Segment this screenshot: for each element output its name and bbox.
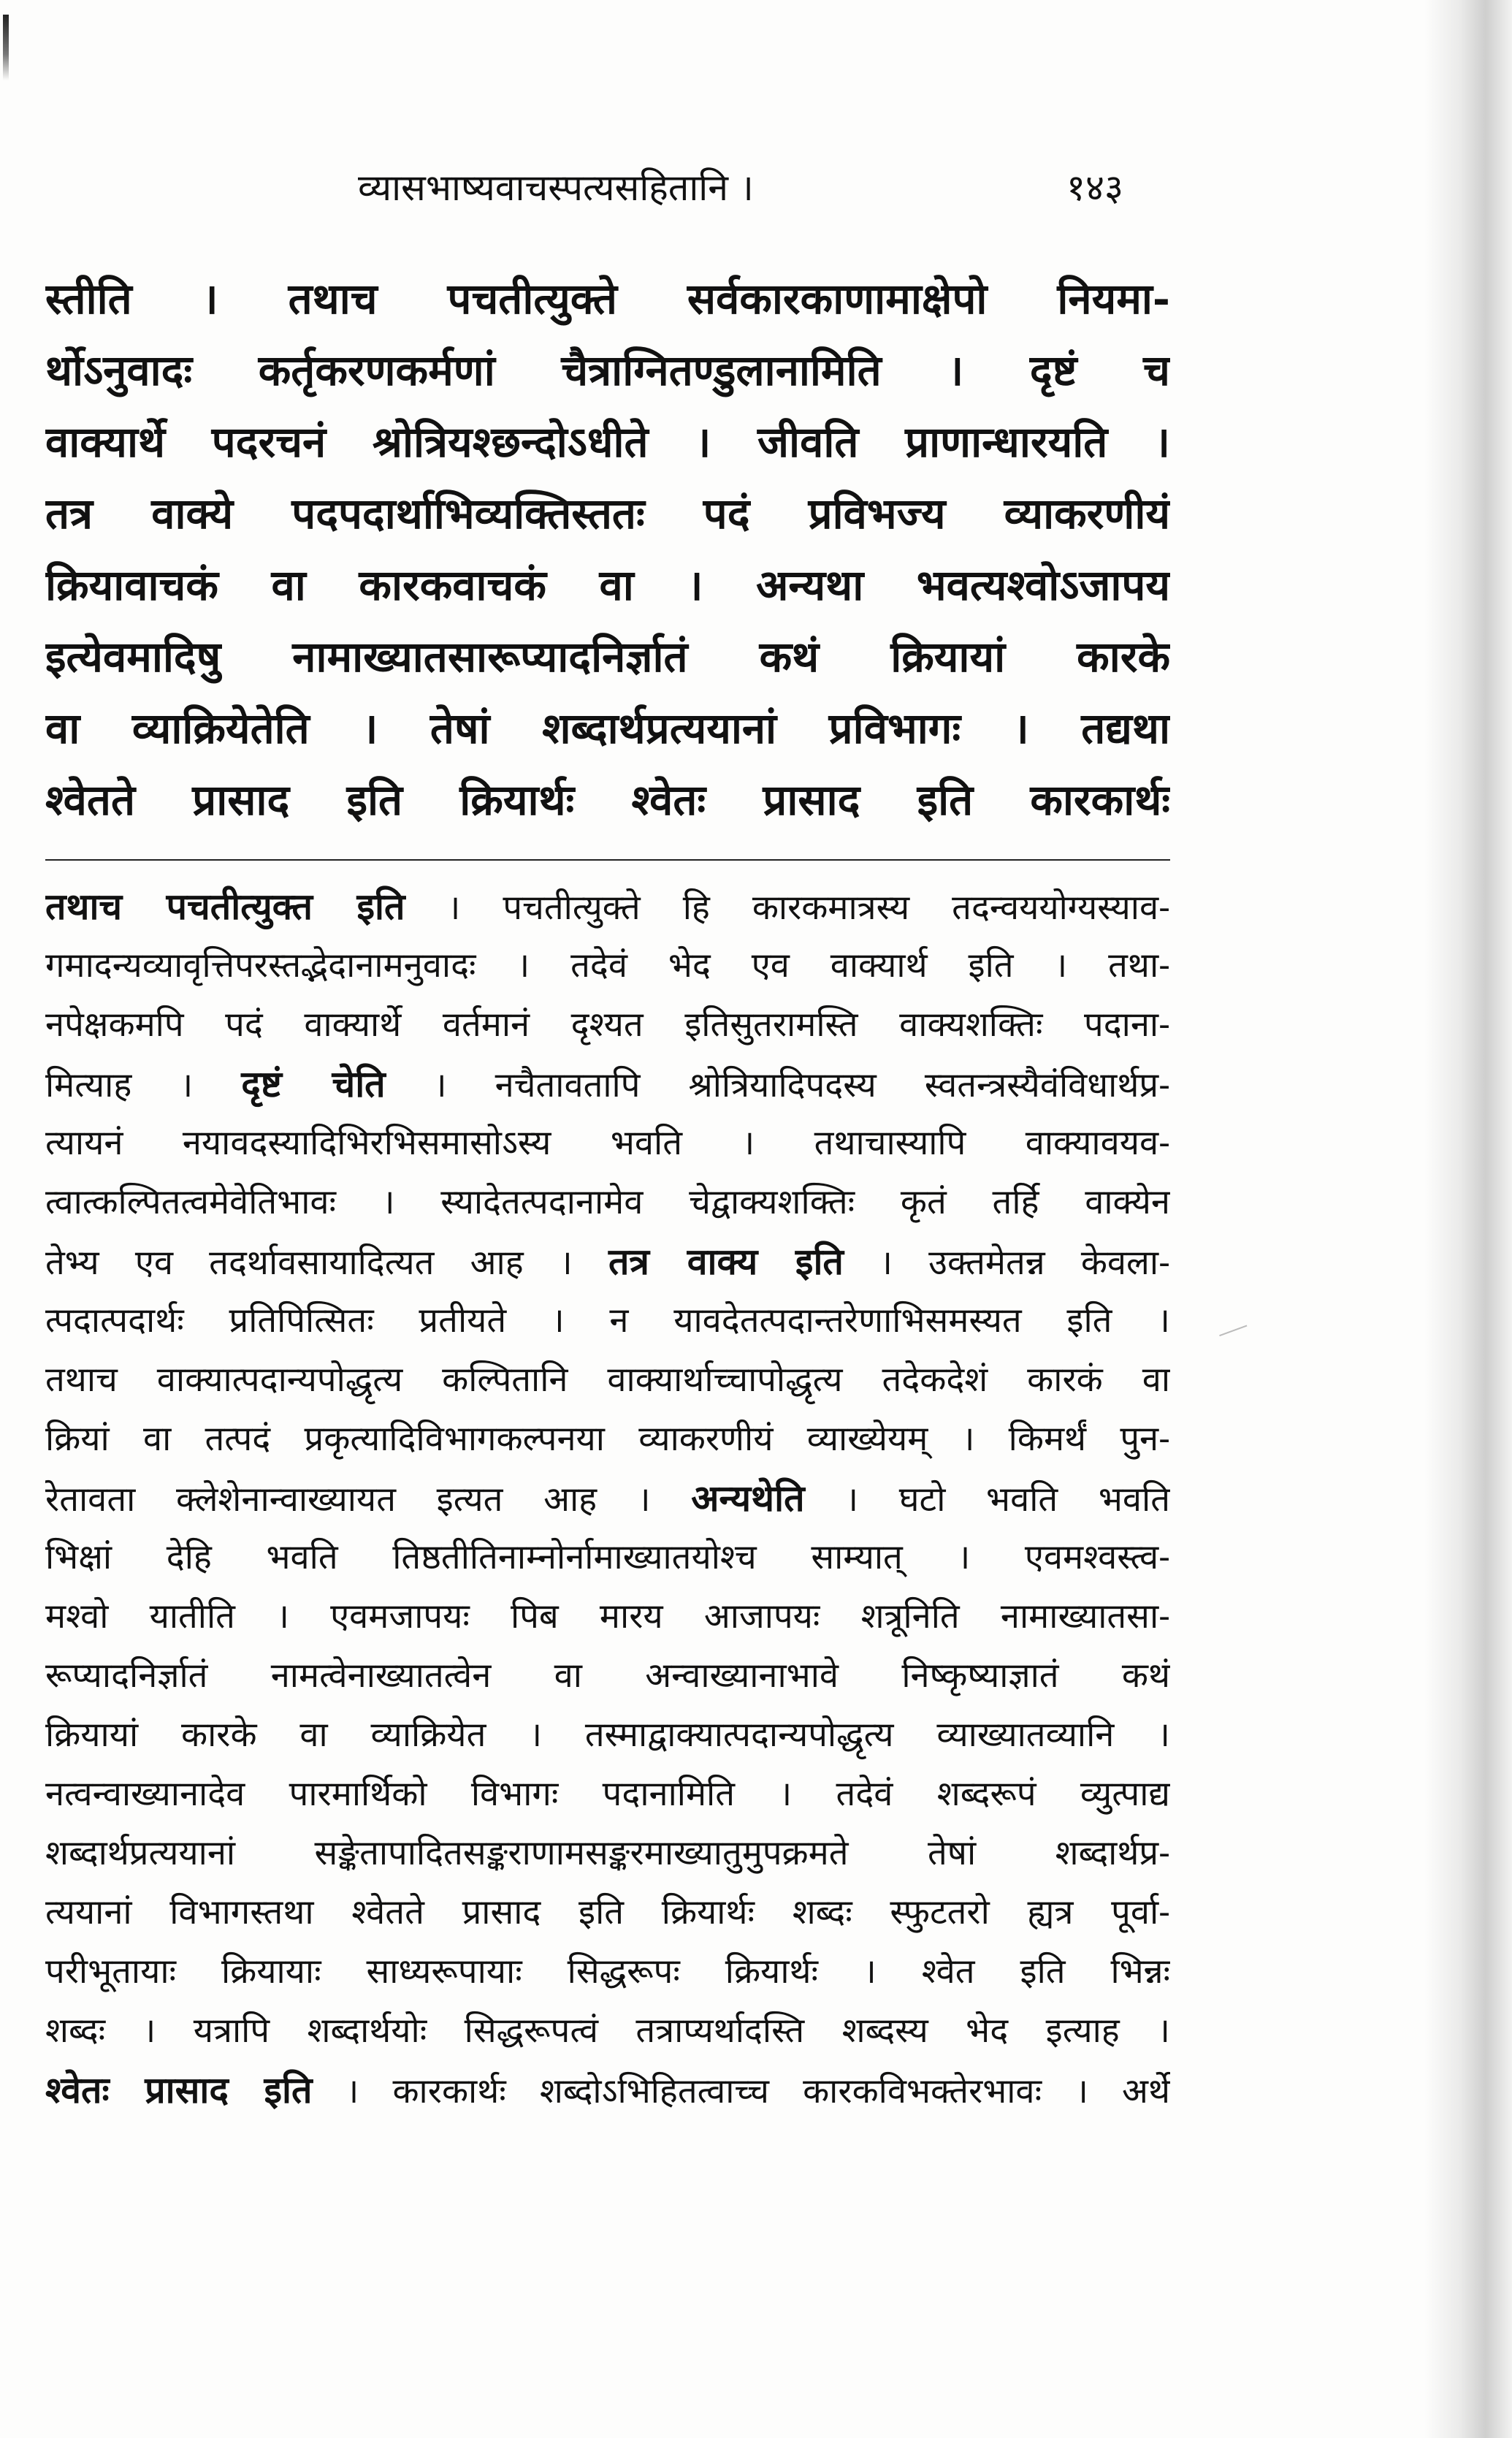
main-text-line: वा व्याक्रियेतेति । तेषां शब्दार्थप्रत्ययानां प्रविभागः । तद्यथा (45, 704, 1170, 753)
commentary-pratika: तथाच पचतीत्युक्त इति (45, 885, 405, 928)
commentary-line (45, 1468, 1170, 1528)
commentary-line (45, 1054, 1170, 1113)
main-text-line: तत्र वाक्ये पदपदार्थाभिव्यक्तिस्ततः पदं प्रविभज्य व्याकरणीयं (45, 489, 1170, 538)
commentary-text: क्रियायां कारके वा व्याक्रियेत । तस्माद्वाक्यात्पदान्यपोद्धृत्य व्याख्यातव्यानि । (45, 1715, 1170, 1755)
commentary-text: क्रियां वा तत्पदं प्रकृत्यादिविभागकल्पनया व्याकरणीयं व्याख्येयम् । किमर्थं पुन- (45, 1419, 1170, 1459)
commentary-text: रूप्यादनिर्ज्ञातं नामत्वेनाख्यातत्वेन वा अन्वाख्यानाभावे निष्कृष्याज्ञातं कथं (45, 1656, 1170, 1696)
commentary-line (45, 1409, 1170, 1468)
scan-edge-shadow (1424, 0, 1512, 2438)
commentary-text: परीभूतायाः क्रियायाः साध्यरूपायाः सिद्धरूपः क्रियार्थः । श्वेत इति भिन्नः (45, 1951, 1170, 1992)
commentary-text: रेतावता क्लेशेनान्वाख्यायत इत्यत आह । (45, 1479, 692, 1520)
commentary-block (45, 877, 1170, 2119)
commentary-line (45, 2001, 1170, 2060)
commentary-text: त्पदात्पदार्थः प्रतिपित्सितः प्रतीयते । न यावदेतत्पदान्तरेणाभिसमस्यत इति । (45, 1300, 1170, 1341)
commentary-text: शब्दः । यत्रापि शब्दार्थयोः सिद्धरूपत्वं तत्राप्यर्थादस्ति शब्दस्य भेद इत्याह । (45, 2011, 1170, 2051)
main-text-line: स्तीति । तथाच पचतीत्युक्ते सर्वकारकाणामाक्षेपो नियमा- (45, 274, 1170, 324)
commentary-text: नपेक्षकमपि पदं वाक्यार्थे वर्तमानं दृश्यत इतिसुतरामस्ति वाक्यशक्तिः पदाना- (45, 1005, 1170, 1045)
commentary-line (45, 1942, 1170, 2001)
commentary-pratika: अन्यथेति (691, 1477, 805, 1520)
commentary-text: त्ययानां विभागस्तथा श्वेतते प्रासाद इति क्रियार्थः शब्दः स्फुटतरो ह्यत्र पूर्वा- (45, 1892, 1170, 1932)
commentary-text: । उक्तमेतन्न केवला- (843, 1243, 1170, 1283)
scan-edge-mark (3, 15, 9, 80)
commentary-line (45, 1764, 1170, 1824)
commentary-text: भिक्षां देहि भवति तिष्ठतीतिनाम्नोर्नामाख्यातयोश्च साम्यात् । एवमश्वस्त्व- (45, 1537, 1170, 1577)
commentary-line (45, 877, 1170, 936)
main-text-block (45, 263, 1170, 836)
commentary-line (45, 1705, 1170, 1764)
commentary-pratika: दृष्टं चेति (241, 1062, 386, 1105)
commentary-line (45, 995, 1170, 1054)
commentary-text: गमादन्यव्यावृत्तिपरस्तद्भेदानामनुवादः । तदेवं भेद एव वाक्यार्थ इति । तथा- (45, 945, 1170, 986)
main-text-line: क्रियावाचकं वा कारकवाचकं वा । अन्यथा भवत्यश्वोऽजापय (45, 560, 1170, 610)
commentary-text: । पचतीत्युक्ते हि कारकमात्रस्य तदन्वययोग्यस्याव- (405, 888, 1170, 928)
commentary-line (45, 1646, 1170, 1705)
commentary-line (45, 1528, 1170, 1587)
commentary-line (45, 1113, 1170, 1173)
commentary-text: । कारकार्थः शब्दोऽभिहितत्वाच्च कारकविभक्तेरभावः । अर्थे (312, 2071, 1170, 2111)
page-number: १४३ (1066, 167, 1123, 209)
commentary-text: । घटो भवति भवति (804, 1479, 1170, 1520)
commentary-text: तथाच वाक्यात्पदान्यपोद्धृत्य कल्पितानि वाक्यार्थाच्चापोद्धृत्य तदेकदेशं कारकं वा (45, 1360, 1170, 1400)
commentary-text: तेभ्य एव तदर्थावसायादित्यत आह । (45, 1243, 608, 1283)
commentary-line (45, 1291, 1170, 1350)
main-text-line: र्थोऽनुवादः कर्तृकरणकर्मणां चैत्राग्नितण्डुलानामिति । दृष्टं च (45, 346, 1170, 395)
stray-pencil-mark (1219, 1325, 1250, 1344)
commentary-text: त्यायनं नयावदस्यादिभिरभिसमासोऽस्य भवति । तथाचास्यापि वाक्यावयव- (45, 1123, 1170, 1163)
main-text-line: इत्येवमादिषु नामाख्यातसारूप्यादनिर्ज्ञातं कथं क्रियायां कारके (45, 632, 1170, 682)
commentary-pratika: तत्र वाक्य इति (608, 1240, 844, 1283)
section-divider (45, 859, 1170, 861)
commentary-line (45, 2060, 1170, 2119)
commentary-line (45, 1587, 1170, 1646)
commentary-text: । नचैतावतापि श्रोत्रियादिपदस्य स्वतन्त्रस्यैवंविधार्थप्र- (385, 1065, 1170, 1105)
commentary-pratika: श्वेतः प्रासाद इति (45, 2068, 313, 2111)
commentary-line (45, 936, 1170, 995)
commentary-line (45, 1173, 1170, 1232)
running-header (44, 162, 1169, 213)
commentary-text: मित्याह । (45, 1065, 242, 1105)
commentary-text: नत्वन्वाख्यानादेव पारमार्थिको विभागः पदानामिति । तदेवं शब्दरूपं व्युत्पाद्य (45, 1774, 1170, 1814)
main-text-line: श्वेतते प्रासाद इति क्रियार्थः श्वेतः प्रासाद इति कारकार्थः (45, 775, 1170, 825)
commentary-text: शब्दार्थप्रत्ययानां सङ्केतापादितसङ्कराणामसङ्करमाख्यातुमुपक्रमते तेषां शब्दार्थप्र- (45, 1833, 1170, 1873)
commentary-line (45, 1350, 1170, 1409)
commentary-text: मश्वो यातीति । एवमजापयः पिब मारय आजापयः शत्रूनिति नामाख्यातसा- (45, 1596, 1170, 1637)
commentary-line (45, 1232, 1170, 1291)
running-title: व्यासभाष्यवाचस्पत्यसहितानि । (358, 167, 754, 209)
main-text-line: वाक्यार्थे पदरचनं श्रोत्रियश्छन्दोऽधीते । जीवति प्राणान्धारयति । (45, 417, 1170, 467)
commentary-line (45, 1824, 1170, 1883)
commentary-text: त्वात्कल्पितत्वमेवेतिभावः । स्यादेतत्पदानामेव चेद्वाक्यशक्तिः कृतं तर्हि वाक्येन (45, 1182, 1170, 1222)
commentary-line (45, 1883, 1170, 1942)
